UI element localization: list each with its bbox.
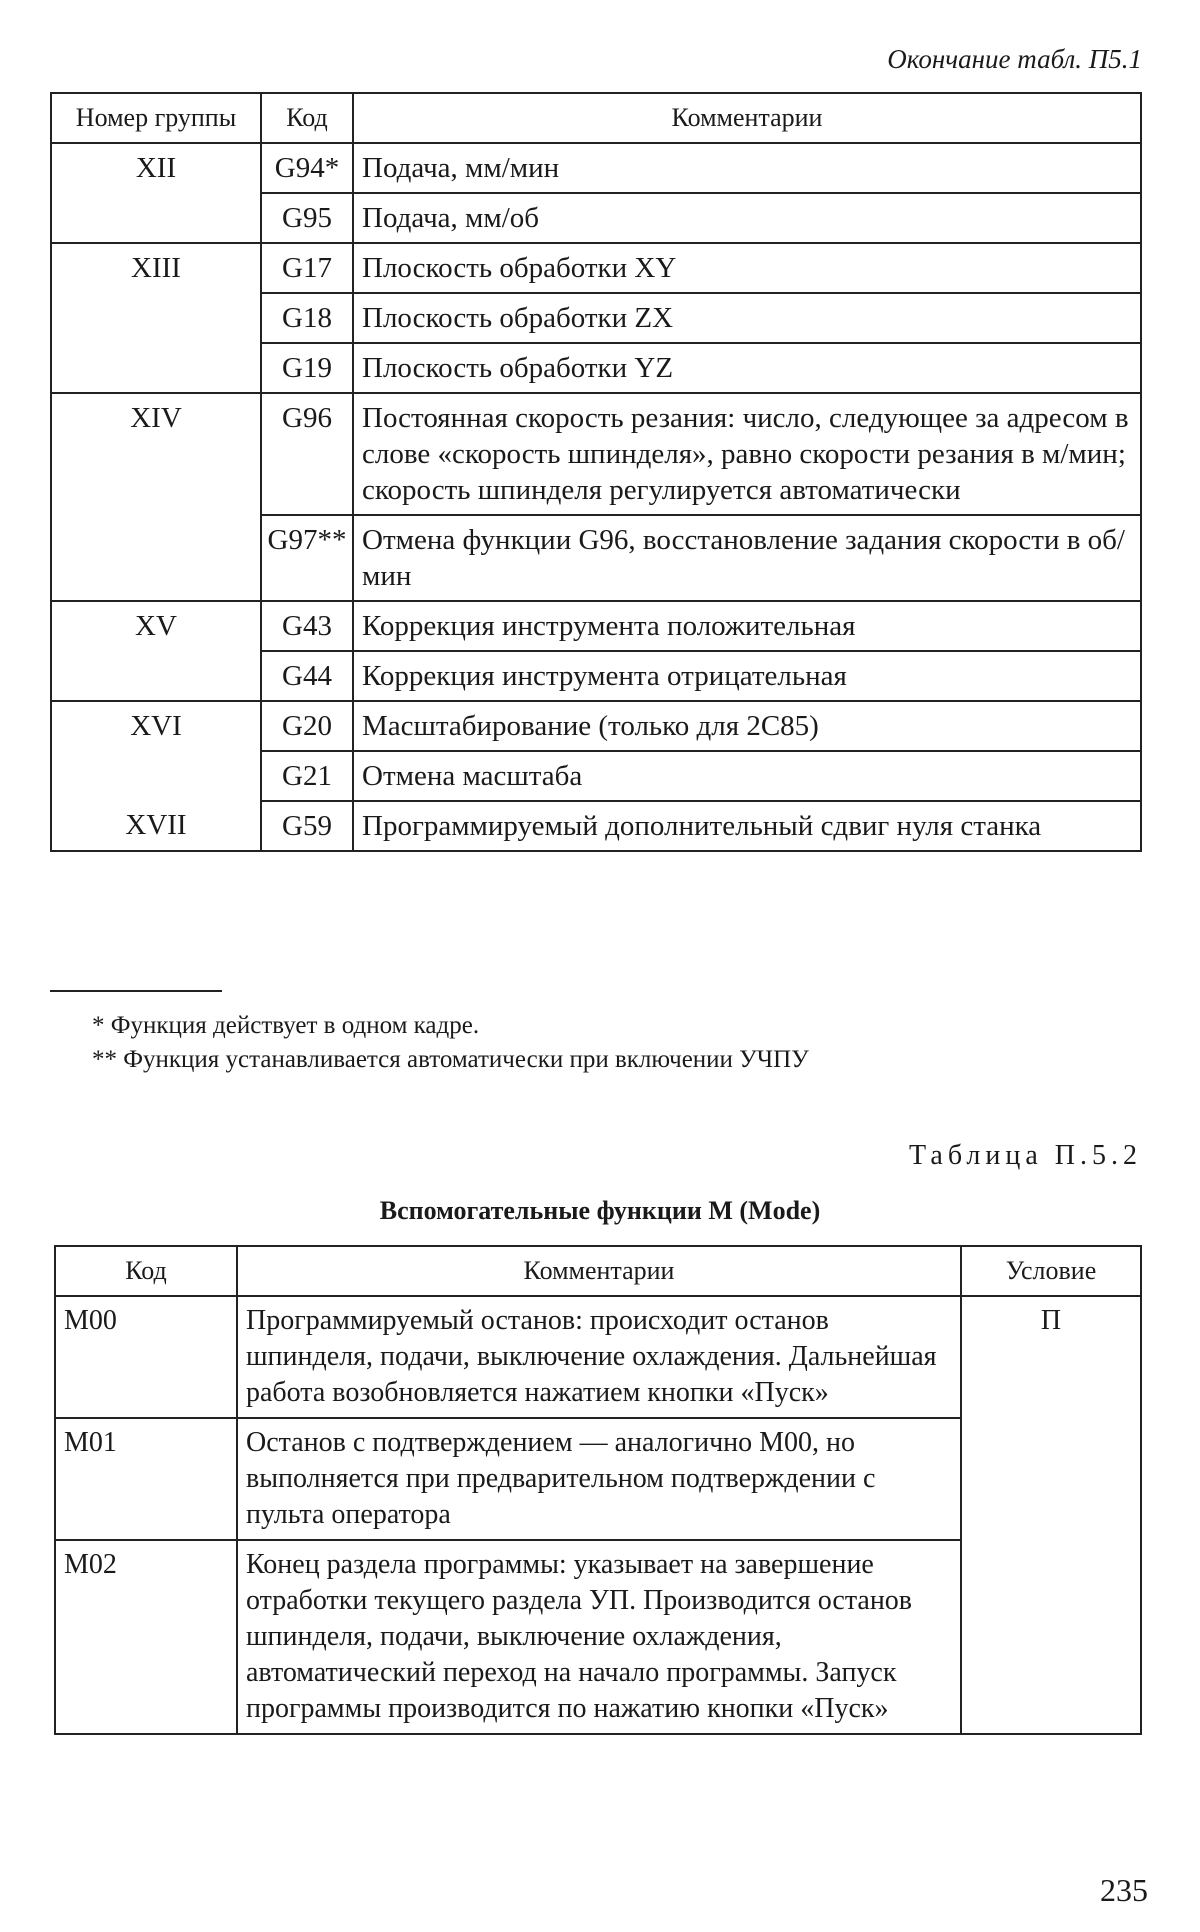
comment-cell: Подача, мм/об <box>353 193 1141 243</box>
code-cell: G97** <box>261 515 353 601</box>
table-row <box>51 801 1141 851</box>
table-row <box>51 243 1141 293</box>
table-continuation-caption: Окончание табл. П5.1 <box>887 44 1142 74</box>
code-cell: M02 <box>55 1540 237 1734</box>
code-cell: G43 <box>261 601 353 651</box>
code-cell: M00 <box>55 1296 237 1418</box>
m-codes-table <box>54 1245 1142 1735</box>
group-cell: XV <box>51 601 261 651</box>
page-number: 235 <box>1100 1872 1148 1908</box>
comment-cell: Отмена функции G96, восстановление задания скорости в об/мин <box>353 515 1141 601</box>
comment-cell: Программируемый дополнительный сдвиг нуля станка <box>353 801 1141 851</box>
header-comments: Комментарии <box>353 93 1141 143</box>
comment-cell: Останов с подтверждением — аналогично M00, но выполняется при предварительном подтверждении с пульта оператора <box>237 1418 961 1540</box>
group-cell: XVII <box>51 801 261 851</box>
group-cell: XII <box>51 143 261 243</box>
group-cell: XIII <box>51 243 261 393</box>
comment-cell: Программируемый останов: происходит останов шпинделя, подачи, выключение охлаждения. Дальнейшая работа возобновляется нажатием кнопки «Пуск» <box>237 1296 961 1418</box>
header-condition: Условие <box>961 1246 1141 1296</box>
comment-cell: Коррекция инструмента отрицательная <box>353 651 1141 701</box>
comment-cell: Подача, мм/мин <box>353 143 1141 193</box>
header-group-number: Номер группы <box>51 93 261 143</box>
code-cell: G17 <box>261 243 353 293</box>
code-cell: G21 <box>261 751 353 801</box>
code-cell: G96 <box>261 393 353 515</box>
table-row <box>51 751 1141 801</box>
footnote: ** Функция устанавливается автоматически при включении УЧПУ <box>92 1046 809 1073</box>
header-comments: Комментарии <box>237 1246 961 1296</box>
header-code: Код <box>55 1246 237 1296</box>
code-cell: G20 <box>261 701 353 751</box>
table-header-row <box>51 93 1141 143</box>
comment-cell: Масштабирование (только для 2С85) <box>353 701 1141 751</box>
footnote: * Функция действует в одном кадре. <box>92 1012 480 1039</box>
g-codes-table <box>50 92 1142 852</box>
table-header-row <box>55 1246 1141 1296</box>
code-cell: G59 <box>261 801 353 851</box>
group-cell: XVI <box>51 701 261 751</box>
code-cell: G94* <box>261 143 353 193</box>
footnote-rule <box>50 990 222 992</box>
comment-cell: Постоянная скорость резания: число, следующее за адресом в слове «скорость шпинделя», равно скорости резания в м/мин; скорость шпинделя регулируется автоматически <box>353 393 1141 515</box>
group-cell: XIV <box>51 393 261 601</box>
code-cell: G18 <box>261 293 353 343</box>
table-title: Вспомогательные функции M (Mode) <box>379 1196 821 1225</box>
table-row <box>51 701 1141 751</box>
code-cell: M01 <box>55 1418 237 1540</box>
table-row <box>51 651 1141 701</box>
table-row <box>55 1296 1141 1418</box>
table-row <box>51 143 1141 193</box>
comment-cell: Плоскость обработки ZX <box>353 293 1141 343</box>
condition-cell: П <box>961 1296 1141 1734</box>
comment-cell: Коррекция инструмента положительная <box>353 601 1141 651</box>
comment-cell: Плоскость обработки YZ <box>353 343 1141 393</box>
code-cell: G19 <box>261 343 353 393</box>
code-cell: G95 <box>261 193 353 243</box>
table-row <box>51 393 1141 515</box>
comment-cell: Отмена масштаба <box>353 751 1141 801</box>
comment-cell: Плоскость обработки XY <box>353 243 1141 293</box>
group-cell <box>51 651 261 701</box>
table-label: Таблица П.5.2 <box>909 1140 1142 1171</box>
code-cell: G44 <box>261 651 353 701</box>
table-row <box>51 601 1141 651</box>
comment-cell: Конец раздела программы: указывает на завершение отработки текущего раздела УП. Производится останов шпинделя, подачи, выключение охлаждения, автоматический переход на начало программы. Запуск программы производится по нажатию кнопки «Пуск» <box>237 1540 961 1734</box>
header-code: Код <box>261 93 353 143</box>
group-cell <box>51 751 261 801</box>
